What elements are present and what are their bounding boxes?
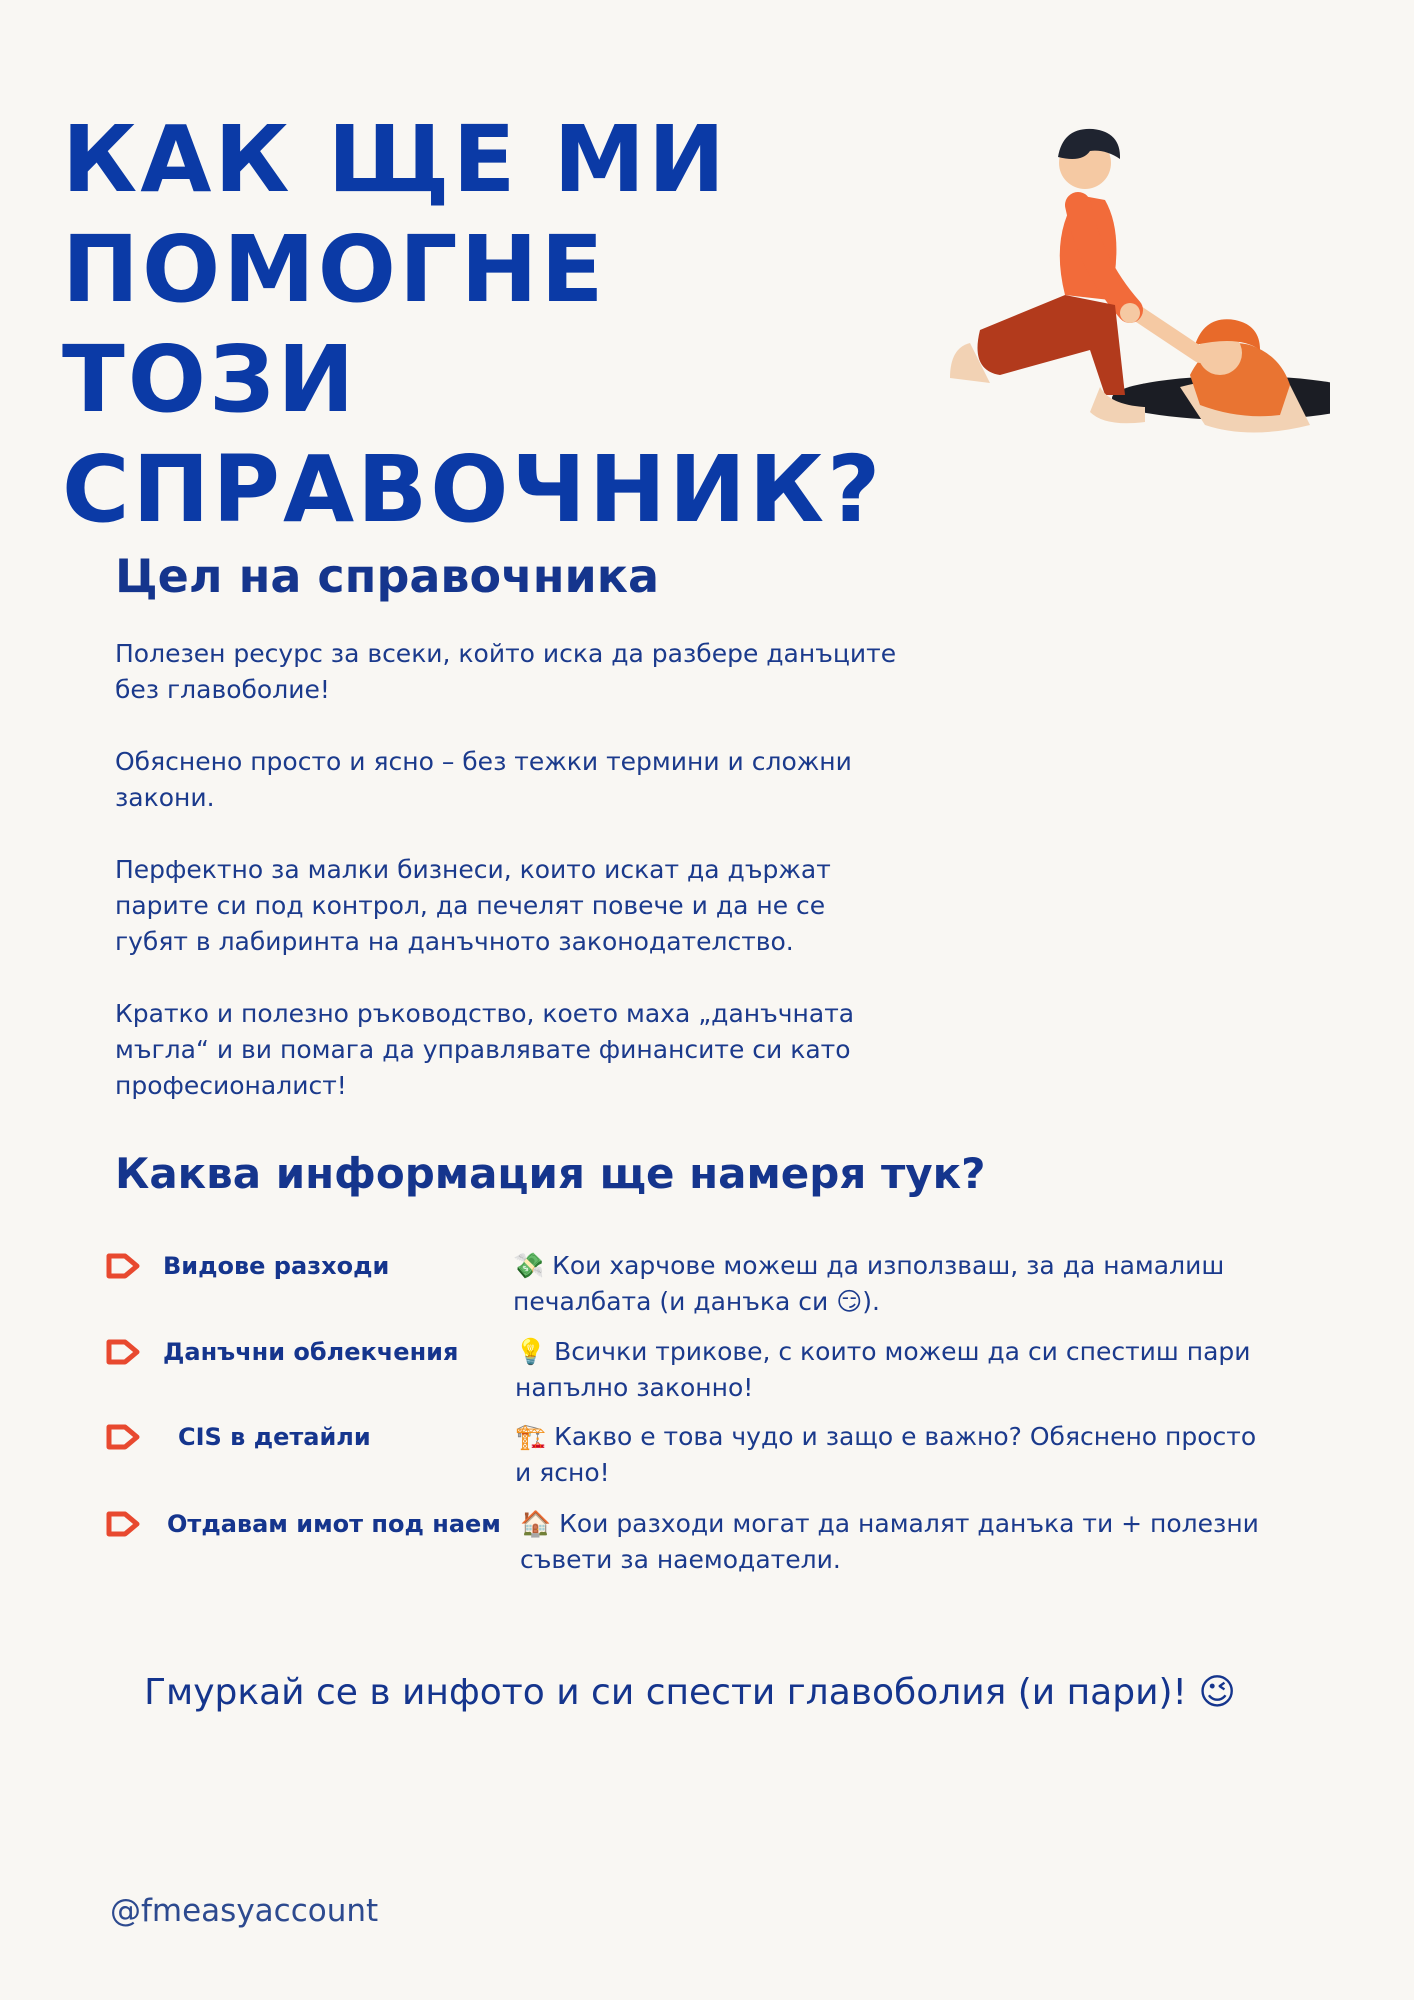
helping-hand-illustration bbox=[850, 125, 1330, 450]
info-row-rental bbox=[105, 1506, 1305, 1586]
info-row-expenses bbox=[105, 1248, 1305, 1328]
arrow-bullet-icon bbox=[105, 1248, 141, 1284]
closing-message: Гмуркай се в инфото и си спести главоболия (и пари)! 😉 bbox=[144, 1672, 1236, 1713]
info-row-description: 🏠 Кои разходи могат да намалят данъка ти + полезни съвети за наемодатели. bbox=[520, 1509, 1259, 1574]
purpose-paragraph: Перфектно за малки бизнеси, които искат да държат парите си под контрол, да печелят повече и да не се губят в лабиринта на данъчното законодателство. bbox=[115, 855, 831, 956]
purpose-paragraph: Кратко и полезно ръководство, което маха „данъчната мъгла“ и ви помага да управлявате финансите си като професионалист! bbox=[115, 999, 855, 1100]
info-heading: Каква информация ще намеря тук? bbox=[115, 1149, 986, 1198]
info-row-description: 💸 Кои харчове можеш да използваш, за да намалиш печалбата (и данъка си 😏). bbox=[513, 1251, 1225, 1316]
purpose-body bbox=[115, 636, 905, 1140]
purpose-paragraph: Полезен ресурс за всеки, който иска да разбере данъците без главоболие! bbox=[115, 639, 897, 704]
info-row-description: 💡 Всички трикове, с които можеш да си спестиш пари напълно законно! bbox=[515, 1337, 1251, 1402]
social-handle: @fmeasyaccount bbox=[110, 1893, 379, 1929]
info-row-label: Отдавам имот под наем bbox=[167, 1510, 501, 1538]
purpose-heading: Цел на справочника bbox=[115, 549, 660, 603]
page-title: КАК ЩЕ МИ ПОМОГНЕ ТОЗИ СПРАВОЧНИК? bbox=[62, 106, 884, 543]
arrow-bullet-icon bbox=[105, 1334, 141, 1370]
purpose-paragraph: Обяснено просто и ясно – без тежки термини и сложни закони. bbox=[115, 747, 852, 812]
arrow-bullet-icon bbox=[105, 1419, 141, 1455]
info-row-label: Видове разходи bbox=[163, 1252, 390, 1280]
info-row-label: CIS в детайли bbox=[178, 1423, 371, 1451]
info-row-label: Данъчни облекчения bbox=[163, 1338, 459, 1366]
info-row-cis bbox=[105, 1419, 1305, 1499]
info-row-description: 🏗️ Какво е това чудо и защо е важно? Обяснено просто и ясно! bbox=[515, 1422, 1257, 1487]
arrow-bullet-icon bbox=[105, 1506, 141, 1542]
info-row-tax-relief bbox=[105, 1334, 1305, 1414]
